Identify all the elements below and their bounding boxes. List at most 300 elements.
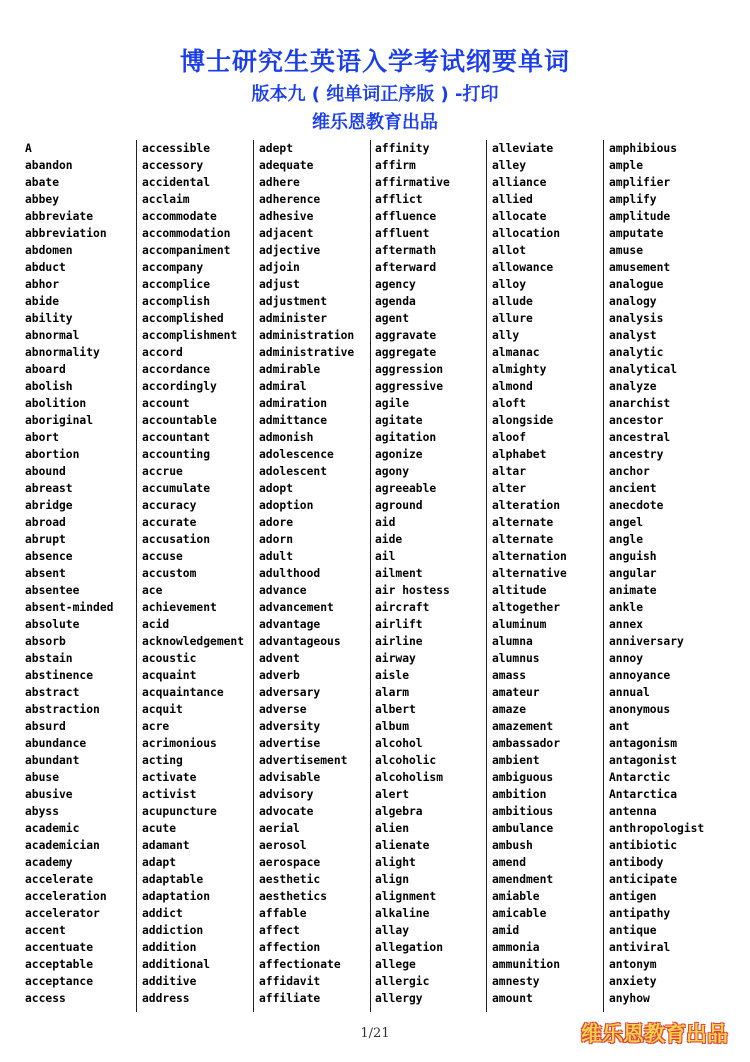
word-entry: advertise bbox=[259, 737, 321, 750]
word-entry: almond bbox=[492, 380, 533, 393]
word-entry: adept bbox=[259, 142, 294, 155]
word-entry: ancient bbox=[609, 482, 657, 495]
word-entry: allot bbox=[492, 244, 527, 257]
word-entry: acoustic bbox=[142, 652, 197, 665]
word-entry: ambitious bbox=[492, 805, 554, 818]
word-entry: absurd bbox=[25, 720, 66, 733]
document-subtitle: 版本九 ( 纯单词正序版 ) -打印 bbox=[251, 84, 499, 105]
word-entry: abduct bbox=[25, 261, 66, 274]
word-entry: analyze bbox=[609, 380, 657, 393]
word-entry: allocation bbox=[492, 227, 561, 240]
word-entry: accomplish bbox=[142, 295, 211, 308]
word-entry: affect bbox=[259, 924, 300, 937]
word-entry: affirmative bbox=[375, 176, 450, 189]
word-entry: absent bbox=[25, 567, 66, 580]
word-entry: adjust bbox=[259, 278, 300, 291]
word-entry: academic bbox=[25, 822, 80, 835]
word-entry: allege bbox=[375, 958, 416, 971]
word-entry: abuse bbox=[25, 771, 60, 784]
word-entry: aluminum bbox=[492, 618, 547, 631]
word-entry: airlift bbox=[375, 618, 423, 631]
word-entry: airline bbox=[375, 635, 423, 648]
word-entry: anchor bbox=[609, 465, 650, 478]
word-entry: aftermath bbox=[375, 244, 437, 257]
word-entry: album bbox=[375, 720, 410, 733]
word-entry: amateur bbox=[492, 686, 540, 699]
word-entry: allowance bbox=[492, 261, 554, 274]
word-entry: abstraction bbox=[25, 703, 100, 716]
word-entry: ambush bbox=[492, 839, 533, 852]
word-entry: abundant bbox=[25, 754, 80, 767]
word-entry: abnormal bbox=[25, 329, 80, 342]
word-entry: allergy bbox=[375, 992, 423, 1005]
word-entry: allergic bbox=[375, 975, 430, 988]
word-entry: acupuncture bbox=[142, 805, 217, 818]
word-entry: accentuate bbox=[25, 941, 94, 954]
word-entry: antibiotic bbox=[609, 839, 678, 852]
word-entry: abbreviate bbox=[25, 210, 94, 223]
word-entry: annoy bbox=[609, 652, 644, 665]
word-entry: aesthetics bbox=[259, 890, 328, 903]
word-entry: adhere bbox=[259, 176, 300, 189]
word-entry: abortion bbox=[25, 448, 80, 461]
word-entry: anyhow bbox=[609, 992, 650, 1005]
word-entry: alumnus bbox=[492, 652, 540, 665]
word-entry: accord bbox=[142, 346, 183, 359]
word-entry: alternate bbox=[492, 533, 554, 546]
word-entry: advance bbox=[259, 584, 307, 597]
word-entry: adamant bbox=[142, 839, 190, 852]
word-entry: analytic bbox=[609, 346, 664, 359]
word-entry: analytical bbox=[609, 363, 678, 376]
word-entry: ace bbox=[142, 584, 163, 597]
word-entry: aggravate bbox=[375, 329, 437, 342]
page-number: 1/21 bbox=[360, 1026, 390, 1041]
word-entry: ambiguous bbox=[492, 771, 554, 784]
word-entry: accommodate bbox=[142, 210, 217, 223]
word-column-6 bbox=[609, 140, 704, 1012]
word-entry: acquit bbox=[142, 703, 183, 716]
word-entry: abnormality bbox=[25, 346, 100, 359]
word-entry: angel bbox=[609, 516, 644, 529]
word-entry: anniversary bbox=[609, 635, 684, 648]
word-entry: accessible bbox=[142, 142, 211, 155]
word-entry: accomplishment bbox=[142, 329, 238, 342]
word-entry: alcohol bbox=[375, 737, 423, 750]
word-entry: agile bbox=[375, 397, 410, 410]
word-entry: antenna bbox=[609, 805, 657, 818]
word-entry: advisable bbox=[259, 771, 321, 784]
word-entry: accountant bbox=[142, 431, 211, 444]
word-entry: alteration bbox=[492, 499, 561, 512]
word-entry: agreeable bbox=[375, 482, 437, 495]
word-entry: abort bbox=[25, 431, 60, 444]
word-entry: adversary bbox=[259, 686, 321, 699]
word-entry: annoyance bbox=[609, 669, 671, 682]
word-entry: abolition bbox=[25, 397, 87, 410]
word-entry: aboriginal bbox=[25, 414, 94, 427]
word-entry: addition bbox=[142, 941, 197, 954]
word-entry: abridge bbox=[25, 499, 73, 512]
word-entry: acclaim bbox=[142, 193, 190, 206]
word-entry: ankle bbox=[609, 601, 644, 614]
column-divider bbox=[603, 140, 604, 1012]
word-entry: accompany bbox=[142, 261, 204, 274]
word-entry: accustom bbox=[142, 567, 197, 580]
word-entry: acceptance bbox=[25, 975, 94, 988]
word-entry: adequate bbox=[259, 159, 314, 172]
word-entry: affirm bbox=[375, 159, 416, 172]
word-column-1 bbox=[25, 140, 113, 1012]
word-entry: absentee bbox=[25, 584, 80, 597]
word-entry: ambulance bbox=[492, 822, 554, 835]
word-entry: adversity bbox=[259, 720, 321, 733]
word-entry: adverse bbox=[259, 703, 307, 716]
word-entry: abyss bbox=[25, 805, 60, 818]
word-entry: adorn bbox=[259, 533, 294, 546]
word-entry: angular bbox=[609, 567, 657, 580]
word-entry: angle bbox=[609, 533, 644, 546]
word-column-3 bbox=[259, 140, 354, 1012]
word-entry: ant bbox=[609, 720, 630, 733]
word-entry: advancement bbox=[259, 601, 334, 614]
word-entry: acknowledgement bbox=[142, 635, 245, 648]
word-entry: access bbox=[25, 992, 66, 1005]
word-entry: antique bbox=[609, 924, 657, 937]
word-entry: abide bbox=[25, 295, 60, 308]
word-entry: antagonism bbox=[609, 737, 678, 750]
word-entry: academician bbox=[25, 839, 100, 852]
word-entry: abundance bbox=[25, 737, 87, 750]
word-entry: advantageous bbox=[259, 635, 341, 648]
word-entry: alongside bbox=[492, 414, 554, 427]
word-entry: acute bbox=[142, 822, 177, 835]
word-entry: alter bbox=[492, 482, 527, 495]
word-entry: Antarctica bbox=[609, 788, 678, 801]
word-entry: anguish bbox=[609, 550, 657, 563]
word-entry: adapt bbox=[142, 856, 177, 869]
word-entry: alternative bbox=[492, 567, 567, 580]
word-entry: alcoholic bbox=[375, 754, 437, 767]
word-entry: acquaintance bbox=[142, 686, 224, 699]
word-entry: advertisement bbox=[259, 754, 348, 767]
word-entry: aide bbox=[375, 533, 403, 546]
word-entry: abroad bbox=[25, 516, 66, 529]
word-entry: Antarctic bbox=[609, 771, 671, 784]
word-entry: achievement bbox=[142, 601, 217, 614]
word-entry: align bbox=[375, 873, 410, 886]
word-entry: alleviate bbox=[492, 142, 554, 155]
word-entry: advocate bbox=[259, 805, 314, 818]
word-entry: ailment bbox=[375, 567, 423, 580]
word-entry: accelerate bbox=[25, 873, 94, 886]
word-entry: alley bbox=[492, 159, 527, 172]
word-entry: aircraft bbox=[375, 601, 430, 614]
word-entry: amend bbox=[492, 856, 527, 869]
word-entry: affidavit bbox=[259, 975, 321, 988]
word-entry: acre bbox=[142, 720, 170, 733]
word-entry: absolute bbox=[25, 618, 80, 631]
word-entry: addict bbox=[142, 907, 183, 920]
word-entry: accelerator bbox=[25, 907, 100, 920]
word-entry: admirable bbox=[259, 363, 321, 376]
word-entry: altitude bbox=[492, 584, 547, 597]
word-entry: agency bbox=[375, 278, 416, 291]
word-entry: allied bbox=[492, 193, 533, 206]
word-entry: abusive bbox=[25, 788, 73, 801]
word-entry: abrupt bbox=[25, 533, 66, 546]
word-entry: antiviral bbox=[609, 941, 671, 954]
word-entry: algebra bbox=[375, 805, 423, 818]
word-entry: allure bbox=[492, 312, 533, 325]
word-entry: alignment bbox=[375, 890, 437, 903]
word-entry: altar bbox=[492, 465, 527, 478]
word-entry: accordance bbox=[142, 363, 211, 376]
word-entry: affluent bbox=[375, 227, 430, 240]
word-entry: aggressive bbox=[375, 380, 444, 393]
word-entry: acting bbox=[142, 754, 183, 767]
word-entry: ammunition bbox=[492, 958, 561, 971]
word-entry: allegation bbox=[375, 941, 444, 954]
word-entry: agonize bbox=[375, 448, 423, 461]
word-entry: aesthetic bbox=[259, 873, 321, 886]
word-entry: altogether bbox=[492, 601, 561, 614]
word-entry: afterward bbox=[375, 261, 437, 274]
word-entry: admittance bbox=[259, 414, 328, 427]
word-entry: anonymous bbox=[609, 703, 671, 716]
word-entry: adolescent bbox=[259, 465, 328, 478]
word-entry: accounting bbox=[142, 448, 211, 461]
word-entry: administer bbox=[259, 312, 328, 325]
word-entry: abbreviation bbox=[25, 227, 107, 240]
word-entry: admiral bbox=[259, 380, 307, 393]
word-entry: aerosol bbox=[259, 839, 307, 852]
word-entry: address bbox=[142, 992, 190, 1005]
word-entry: allay bbox=[375, 924, 410, 937]
word-entry: ancestry bbox=[609, 448, 664, 461]
word-entry: addiction bbox=[142, 924, 204, 937]
word-entry: alarm bbox=[375, 686, 410, 699]
word-entry: adjustment bbox=[259, 295, 328, 308]
column-divider bbox=[136, 140, 137, 1012]
word-entry: administration bbox=[259, 329, 355, 342]
word-entry: airway bbox=[375, 652, 416, 665]
word-entry: acid bbox=[142, 618, 170, 631]
word-entry: analogy bbox=[609, 295, 657, 308]
word-entry: ambient bbox=[492, 754, 540, 767]
word-entry: absorb bbox=[25, 635, 66, 648]
word-entry: adoption bbox=[259, 499, 314, 512]
word-entry: alternation bbox=[492, 550, 567, 563]
word-entry: aggression bbox=[375, 363, 444, 376]
word-column-2 bbox=[142, 140, 244, 1012]
word-entry: ambition bbox=[492, 788, 547, 801]
word-entry: accumulate bbox=[142, 482, 211, 495]
word-entry: additive bbox=[142, 975, 197, 988]
word-entry: adjective bbox=[259, 244, 321, 257]
word-entry: antagonist bbox=[609, 754, 678, 767]
word-entry: affable bbox=[259, 907, 307, 920]
word-entry: amuse bbox=[609, 244, 644, 257]
word-entry: advent bbox=[259, 652, 300, 665]
word-column-4 bbox=[375, 140, 450, 1012]
word-entry: accent bbox=[25, 924, 66, 937]
word-entry: adherence bbox=[259, 193, 321, 206]
word-entry: annual bbox=[609, 686, 650, 699]
word-entry: adult bbox=[259, 550, 294, 563]
word-entry: accountable bbox=[142, 414, 217, 427]
word-entry: absent-minded bbox=[25, 601, 114, 614]
word-entry: amusement bbox=[609, 261, 671, 274]
word-entry: abound bbox=[25, 465, 66, 478]
word-entry: anarchist bbox=[609, 397, 671, 410]
word-entry: anxiety bbox=[609, 975, 657, 988]
word-entry: air hostess bbox=[375, 584, 450, 597]
word-entry: alkaline bbox=[375, 907, 430, 920]
word-entry: accurate bbox=[142, 516, 197, 529]
word-entry: accuse bbox=[142, 550, 183, 563]
word-entry: agent bbox=[375, 312, 410, 325]
word-entry: antigen bbox=[609, 890, 657, 903]
word-entry: amicable bbox=[492, 907, 547, 920]
word-entry: anthropologist bbox=[609, 822, 705, 835]
word-entry: anecdote bbox=[609, 499, 664, 512]
word-entry: adverb bbox=[259, 669, 300, 682]
word-entry: affectionate bbox=[259, 958, 341, 971]
word-entry: affiliate bbox=[259, 992, 321, 1005]
word-entry: allocate bbox=[492, 210, 547, 223]
word-entry: accommodation bbox=[142, 227, 231, 240]
word-entry: alphabet bbox=[492, 448, 547, 461]
word-entry: alcoholism bbox=[375, 771, 444, 784]
document-title: 博士研究生英语入学考试纲要单词 bbox=[179, 47, 570, 76]
word-entry: acrimonious bbox=[142, 737, 217, 750]
word-entry: allude bbox=[492, 295, 533, 308]
word-entry: adopt bbox=[259, 482, 294, 495]
word-entry: amplifier bbox=[609, 176, 671, 189]
word-entry: abstinence bbox=[25, 669, 94, 682]
word-entry: abate bbox=[25, 176, 60, 189]
word-entry: antonym bbox=[609, 958, 657, 971]
word-entry: agony bbox=[375, 465, 410, 478]
word-entry: annex bbox=[609, 618, 644, 631]
word-entry: abdomen bbox=[25, 244, 73, 257]
word-entry: A bbox=[25, 142, 32, 155]
word-entry: academy bbox=[25, 856, 73, 869]
word-entry: aerial bbox=[259, 822, 300, 835]
word-entry: account bbox=[142, 397, 190, 410]
word-entry: amnesty bbox=[492, 975, 540, 988]
word-entry: amplify bbox=[609, 193, 657, 206]
word-entry: ammonia bbox=[492, 941, 540, 954]
word-entry: advisory bbox=[259, 788, 314, 801]
word-entry: antipathy bbox=[609, 907, 671, 920]
word-column-5 bbox=[492, 140, 567, 1012]
word-entry: amplitude bbox=[609, 210, 671, 223]
word-entry: affluence bbox=[375, 210, 437, 223]
word-entry: abolish bbox=[25, 380, 73, 393]
word-entry: agitate bbox=[375, 414, 423, 427]
word-entry: adjoin bbox=[259, 261, 300, 274]
word-entry: accuracy bbox=[142, 499, 197, 512]
word-entry: additional bbox=[142, 958, 211, 971]
word-entry: activate bbox=[142, 771, 197, 784]
word-entry: aboard bbox=[25, 363, 66, 376]
word-entry: aggregate bbox=[375, 346, 437, 359]
word-entry: admiration bbox=[259, 397, 328, 410]
word-entry: almighty bbox=[492, 363, 547, 376]
word-entry: analyst bbox=[609, 329, 657, 342]
word-entry: amid bbox=[492, 924, 520, 937]
word-entry: ail bbox=[375, 550, 396, 563]
word-entry: aerospace bbox=[259, 856, 321, 869]
word-entry: agitation bbox=[375, 431, 437, 444]
word-entry: amount bbox=[492, 992, 533, 1005]
word-entry: abbey bbox=[25, 193, 60, 206]
word-entry: adaptation bbox=[142, 890, 211, 903]
word-entry: accompaniment bbox=[142, 244, 231, 257]
word-entry: amass bbox=[492, 669, 527, 682]
word-entry: absence bbox=[25, 550, 73, 563]
word-entry: abhor bbox=[25, 278, 60, 291]
word-entry: adolescence bbox=[259, 448, 334, 461]
word-entry: animate bbox=[609, 584, 657, 597]
word-entry: admonish bbox=[259, 431, 314, 444]
word-entry: amaze bbox=[492, 703, 527, 716]
word-entry: alight bbox=[375, 856, 416, 869]
word-entry: albert bbox=[375, 703, 416, 716]
word-entry: adjacent bbox=[259, 227, 314, 240]
word-entry: alloy bbox=[492, 278, 527, 291]
word-entry: advantage bbox=[259, 618, 321, 631]
word-entry: analysis bbox=[609, 312, 664, 325]
word-entry: analogue bbox=[609, 278, 664, 291]
word-entry: afflict bbox=[375, 193, 423, 206]
word-entry: amiable bbox=[492, 890, 540, 903]
column-divider bbox=[370, 140, 371, 1012]
word-entry: alert bbox=[375, 788, 410, 801]
word-entry: ambassador bbox=[492, 737, 561, 750]
word-entry: abandon bbox=[25, 159, 73, 172]
word-entry: adhesive bbox=[259, 210, 314, 223]
word-entry: abreast bbox=[25, 482, 73, 495]
word-entry: aloft bbox=[492, 397, 527, 410]
word-entry: amazement bbox=[492, 720, 554, 733]
word-entry: ample bbox=[609, 159, 644, 172]
word-entry: acceptable bbox=[25, 958, 94, 971]
word-entry: accusation bbox=[142, 533, 211, 546]
word-entry: aground bbox=[375, 499, 423, 512]
word-entry: affection bbox=[259, 941, 321, 954]
word-entry: adore bbox=[259, 516, 294, 529]
word-entry: accordingly bbox=[142, 380, 217, 393]
word-entry: affinity bbox=[375, 142, 430, 155]
word-entry: abstract bbox=[25, 686, 80, 699]
word-entry: adulthood bbox=[259, 567, 321, 580]
word-entry: alien bbox=[375, 822, 410, 835]
publisher-label: 维乐恩教育出品 bbox=[312, 112, 438, 133]
word-columns bbox=[25, 140, 725, 1012]
column-divider bbox=[253, 140, 254, 1012]
column-divider bbox=[486, 140, 487, 1012]
word-entry: aloof bbox=[492, 431, 527, 444]
word-entry: ability bbox=[25, 312, 73, 325]
word-entry: antibody bbox=[609, 856, 664, 869]
word-entry: accomplished bbox=[142, 312, 224, 325]
word-entry: aisle bbox=[375, 669, 410, 682]
word-entry: alienate bbox=[375, 839, 430, 852]
word-entry: acceleration bbox=[25, 890, 107, 903]
